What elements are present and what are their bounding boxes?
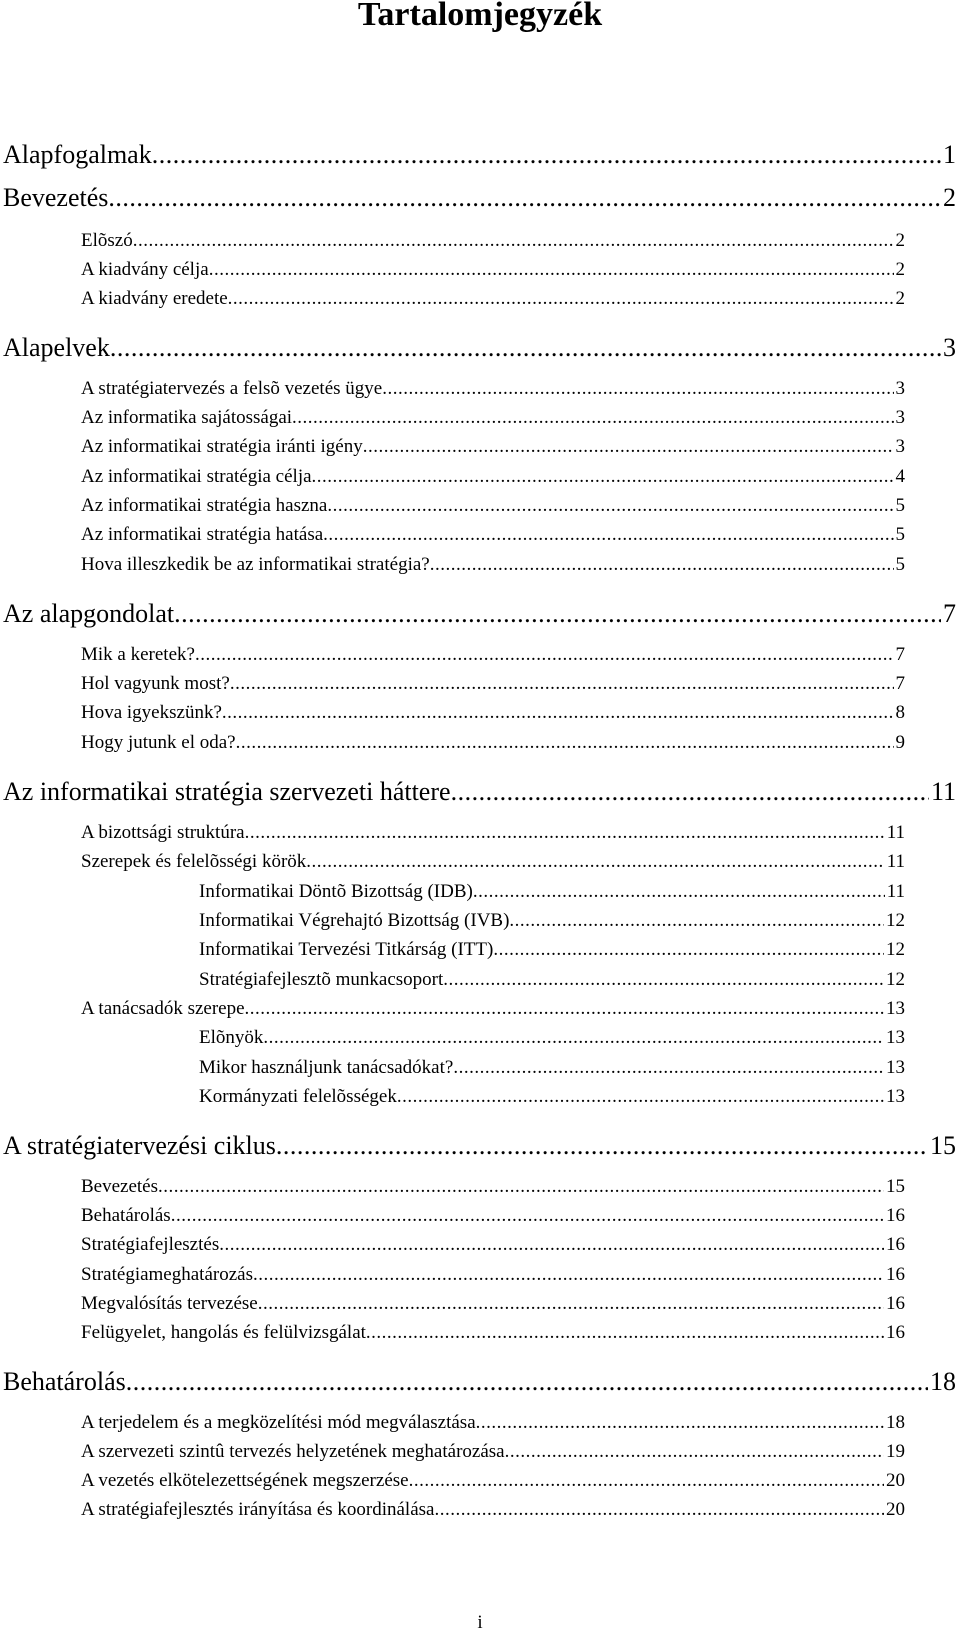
toc-entry-page: 11 [886, 851, 905, 872]
toc-entry-page: 18 [930, 1367, 956, 1396]
toc-chapter[interactable] [3, 1367, 956, 1397]
toc-section[interactable] [81, 1205, 905, 1227]
toc-section[interactable] [81, 1470, 905, 1492]
toc-section[interactable] [81, 554, 905, 576]
dot-leader [171, 1205, 884, 1227]
dot-leader [451, 777, 929, 807]
toc-entry-page: 18 [886, 1412, 905, 1433]
toc-section[interactable] [81, 1176, 905, 1198]
toc-entry-label: Alapelvek [3, 333, 110, 362]
dot-leader [292, 407, 893, 429]
dot-leader [209, 259, 894, 281]
dot-leader [258, 1293, 884, 1315]
dot-leader [476, 1412, 884, 1434]
toc-chapter[interactable] [3, 599, 956, 629]
toc-entry-page: 16 [886, 1264, 905, 1285]
toc-section[interactable] [81, 1264, 905, 1286]
toc-entry-page: 2 [943, 183, 956, 212]
toc-entry-page: 16 [886, 1293, 905, 1314]
toc-section[interactable] [199, 1057, 905, 1079]
toc-entry-page: 7 [895, 673, 905, 694]
toc-section[interactable] [81, 288, 905, 310]
dot-leader [323, 524, 893, 546]
dot-leader [245, 822, 885, 844]
toc-entry-label: A bizottsági struktúra [81, 822, 245, 843]
toc-section[interactable] [81, 524, 905, 546]
toc-entry-page: 11 [930, 777, 956, 806]
dot-leader [363, 436, 894, 458]
toc-section[interactable] [199, 910, 905, 932]
toc-entry-page: 11 [886, 881, 905, 902]
toc-section[interactable] [81, 259, 905, 281]
dot-leader [430, 554, 894, 576]
toc-entry-page: 16 [886, 1205, 905, 1226]
toc-entry-label: Informatikai Tervezési Titkárság (ITT) [199, 939, 494, 960]
toc-entry-page: 2 [895, 259, 905, 280]
toc-entry-page: 19 [886, 1441, 905, 1462]
dot-leader [453, 1057, 884, 1079]
toc-entry-label: Szerepek és felelõsségi körök [81, 851, 307, 872]
toc-entry-page: 13 [886, 1057, 905, 1078]
dot-leader [327, 495, 893, 517]
toc-section[interactable] [81, 998, 905, 1020]
toc-section[interactable] [81, 644, 905, 666]
toc-entry-page: 7 [895, 644, 905, 665]
dot-leader [493, 939, 884, 961]
dot-leader [195, 644, 894, 666]
toc-entry-page: 2 [895, 230, 905, 251]
toc-section[interactable] [81, 436, 905, 458]
toc-entry-label: Kormányzati felelõsségek [199, 1086, 397, 1107]
toc-entry-label: Mik a keretek? [81, 644, 195, 665]
toc-entry-page: 13 [886, 1086, 905, 1107]
toc-entry-page: 7 [943, 599, 956, 628]
dot-leader [228, 288, 894, 310]
dot-leader [263, 1027, 884, 1049]
toc-entry-label: Bevezetés [3, 183, 109, 212]
toc-entry-label: Elõszó [81, 230, 133, 251]
toc-entry-label: Bevezetés [81, 1176, 159, 1197]
toc-entry-label: Hogy jutunk el oda? [81, 732, 236, 753]
toc-entry-label: Az informatikai stratégia szervezeti háttere [3, 777, 451, 806]
dot-leader [306, 851, 884, 873]
toc-section[interactable] [81, 230, 905, 252]
dot-leader [409, 1470, 884, 1492]
toc-entry-label: A stratégiafejlesztés irányítása és koordinálása [81, 1499, 435, 1520]
toc-entry-page: 1 [943, 140, 956, 169]
toc-chapter[interactable] [3, 1131, 956, 1161]
dot-leader [174, 599, 941, 629]
page-number: i [477, 1612, 483, 1633]
toc-section[interactable] [81, 1234, 905, 1256]
toc-entry-page: 12 [886, 910, 905, 931]
toc-entry-page: 9 [895, 732, 905, 753]
dot-leader [222, 702, 894, 724]
toc-entry-label: Mikor használjunk tanácsadókat? [199, 1057, 454, 1078]
toc-entry-label: A kiadvány eredete [81, 288, 228, 309]
toc-chapter[interactable] [3, 777, 956, 807]
dot-leader [473, 881, 885, 903]
toc-entry-page: 5 [895, 495, 905, 516]
toc-section[interactable] [81, 1322, 905, 1344]
toc-section[interactable] [81, 673, 905, 695]
toc-entry-label: A terjedelem és a megközelítési mód megválasztása [81, 1412, 476, 1433]
toc-section[interactable] [199, 881, 905, 903]
dot-leader [152, 140, 941, 170]
toc-entry-label: Az informatikai stratégia haszna [81, 495, 328, 516]
toc-entry-label: A szervezeti szintû tervezés helyzetének meghatározása [81, 1441, 505, 1462]
toc-entry-label: Az informatikai stratégia hatása [81, 524, 324, 545]
toc-section[interactable] [81, 378, 905, 400]
toc-entry-page: 3 [895, 407, 905, 428]
toc-entry-label: Az informatikai stratégia célja [81, 466, 312, 487]
toc-section[interactable] [81, 702, 905, 724]
toc-chapter[interactable] [3, 140, 956, 170]
toc-entry-label: Hova igyekszünk? [81, 702, 222, 723]
toc-entry-page: 3 [895, 436, 905, 457]
toc-entry-page: 13 [886, 1027, 905, 1048]
toc-section[interactable] [81, 1412, 905, 1434]
dot-leader [382, 378, 893, 400]
toc-entry-label: Behatárolás [3, 1367, 126, 1396]
toc-entry-page: 12 [886, 939, 905, 960]
page-title: Tartalomjegyzék [357, 0, 603, 33]
toc-section[interactable] [81, 851, 905, 873]
toc-section[interactable] [81, 466, 905, 488]
toc-entry-label: Megvalósítás tervezése [81, 1293, 258, 1314]
toc-entry-page: 20 [886, 1499, 905, 1520]
toc-entry-label: Elõnyök [199, 1027, 264, 1048]
toc-entry-page: 15 [930, 1131, 956, 1160]
toc-section[interactable] [81, 495, 905, 517]
toc-entry-page: 2 [895, 288, 905, 309]
toc-entry-label: Hova illeszkedik be az informatikai stratégia? [81, 554, 430, 575]
toc-section[interactable] [199, 1086, 905, 1108]
dot-leader [443, 969, 884, 991]
toc-entry-label: Az informatika sajátosságai [81, 407, 293, 428]
dot-leader [245, 998, 884, 1020]
toc-entry-label: Az alapgondolat [3, 599, 175, 628]
dot-leader [110, 333, 941, 363]
toc-entry-label: Alapfogalmak [3, 140, 152, 169]
toc-entry-label: Felügyelet, hangolás és felülvizsgálat [81, 1322, 366, 1343]
toc-entry-page: 5 [895, 554, 905, 575]
dot-leader [126, 1367, 928, 1397]
toc-entry-page: 4 [895, 466, 905, 487]
toc-section[interactable] [199, 939, 905, 961]
dot-leader [108, 183, 941, 213]
dot-leader [505, 1441, 884, 1463]
dot-leader [253, 1264, 884, 1286]
toc-entry-label: Stratégiafejlesztés [81, 1234, 220, 1255]
toc-section[interactable] [81, 1441, 905, 1463]
toc-entry-page: 15 [886, 1176, 905, 1197]
toc-entry-page: 16 [886, 1234, 905, 1255]
toc-entry-label: Az informatikai stratégia iránti igény [81, 436, 363, 457]
dot-leader [219, 1234, 884, 1256]
dot-leader [276, 1131, 928, 1161]
toc-entry-page: 3 [943, 333, 956, 362]
toc-section[interactable] [81, 732, 905, 754]
toc-entry-page: 20 [886, 1470, 905, 1491]
dot-leader [509, 910, 884, 932]
toc-entry-label: Stratégiafejlesztõ munkacsoport [199, 969, 444, 990]
toc-entry-page: 5 [895, 524, 905, 545]
toc-section[interactable] [81, 1293, 905, 1315]
toc-entry-label: A stratégiatervezés a felsõ vezetés ügye [81, 378, 383, 399]
dot-leader [133, 230, 894, 252]
toc-section[interactable] [81, 1499, 905, 1521]
toc-section[interactable] [199, 969, 905, 991]
toc-section[interactable] [199, 1027, 905, 1049]
toc-entry-page: 3 [895, 378, 905, 399]
toc-entry-page: 13 [886, 998, 905, 1019]
toc-entry-page: 12 [886, 969, 905, 990]
toc-entry-label: Behatárolás [81, 1205, 171, 1226]
toc-entry-page: 11 [886, 822, 905, 843]
toc-entry-label: Informatikai Végrehajtó Bizottság (IVB) [199, 910, 510, 931]
dot-leader [236, 732, 894, 754]
toc-chapter[interactable] [3, 183, 956, 213]
dot-leader [312, 466, 894, 488]
toc-section[interactable] [81, 407, 905, 429]
dot-leader [366, 1322, 884, 1344]
toc-entry-label: A vezetés elkötelezettségének megszerzése [81, 1470, 409, 1491]
toc-chapter[interactable] [3, 333, 956, 363]
toc-entry-label: A tanácsadók szerepe [81, 998, 245, 1019]
toc-section[interactable] [81, 822, 905, 844]
toc-entry-label: Hol vagyunk most? [81, 673, 230, 694]
dot-leader [434, 1499, 884, 1521]
toc-entry-page: 8 [895, 702, 905, 723]
dot-leader [158, 1176, 884, 1198]
dot-leader [397, 1086, 884, 1108]
toc-entry-page: 16 [886, 1322, 905, 1343]
toc-entry-label: Stratégiameghatározás [81, 1264, 253, 1285]
dot-leader [230, 673, 894, 695]
toc-entry-label: A stratégiatervezési ciklus [3, 1131, 276, 1160]
toc-entry-label: A kiadvány célja [81, 259, 209, 280]
toc-entry-label: Informatikai Döntõ Bizottság (IDB) [199, 881, 473, 902]
